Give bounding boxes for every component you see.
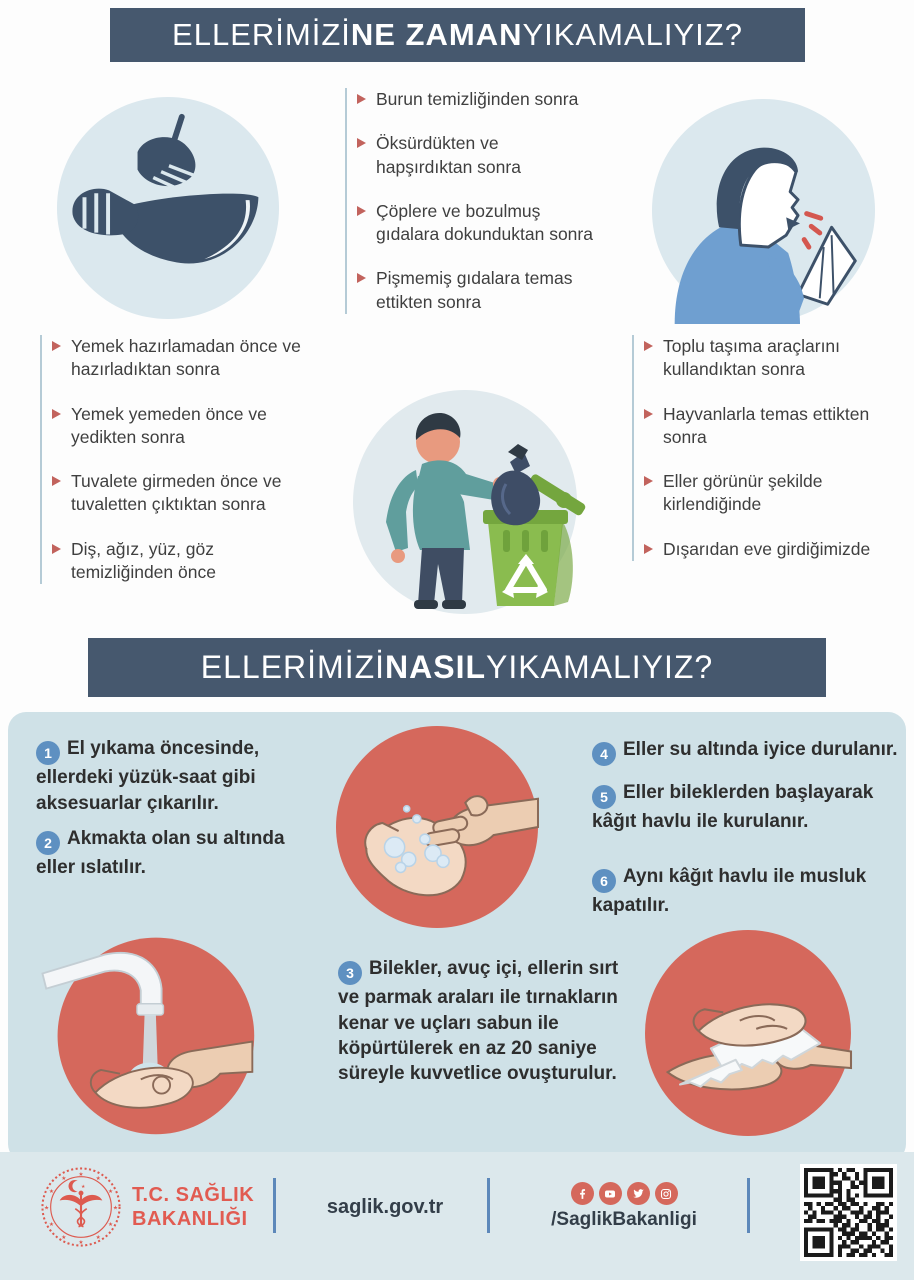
list-item: Yemek yemeden önce ve yedikten sonra xyxy=(42,403,318,450)
list-item: Tuvalete girmeden önce ve tuvaletten çıktıktan sonra xyxy=(42,470,318,517)
footer-divider xyxy=(747,1178,750,1233)
website-url: saglik.gov.tr xyxy=(326,1196,444,1218)
instagram-icon xyxy=(655,1182,678,1205)
step-number-badge: 3 xyxy=(338,961,362,985)
twitter-icon xyxy=(627,1182,650,1205)
cooking-hands-icon xyxy=(55,95,281,321)
qr-code xyxy=(800,1164,897,1261)
title-when-post: YIKAMALIYIZ? xyxy=(522,17,743,52)
title-when-pre: ELLERİMİZİ xyxy=(172,17,351,52)
trash-disposal-icon xyxy=(338,352,588,614)
step-number-badge: 4 xyxy=(592,742,616,766)
step-5 xyxy=(592,780,904,835)
section-title-how xyxy=(88,638,826,697)
paper-towel-icon xyxy=(645,930,851,1136)
step-number-badge: 5 xyxy=(592,785,616,809)
ministry-line1: T.C. SAĞLIK xyxy=(132,1184,255,1206)
social-block xyxy=(516,1182,732,1231)
step-4 xyxy=(592,737,904,766)
facebook-icon xyxy=(571,1182,594,1205)
list-item: Çöplere ve bozulmuş gıdalara dokunduktan sonra xyxy=(347,200,595,247)
svg-text:★: ★ xyxy=(81,1184,86,1191)
svg-text:★: ★ xyxy=(107,1189,114,1196)
svg-text:★: ★ xyxy=(78,1239,84,1246)
list-item: Diş, ağız, yüz, göz temizliğinden önce xyxy=(42,538,318,585)
rinsing-hands-icon xyxy=(50,930,258,1138)
list-item: Burun temizliğinden sonra xyxy=(347,88,595,111)
when-list-middle xyxy=(345,88,595,314)
svg-text:★: ★ xyxy=(48,1189,55,1196)
step-text: Bilekler, avuç içi, ellerin sırt ve parmak araları ile tırnakların kenar ve uçları sabun ile köpürtülerek en az 20 saniye süreyle kuvvetlice ovuşturulur. xyxy=(338,958,619,1085)
when-list-right xyxy=(632,335,910,561)
svg-text:★: ★ xyxy=(112,1205,119,1212)
step-2 xyxy=(36,826,304,881)
social-handle: /SaglikBakanligi xyxy=(551,1209,697,1230)
ministry-line2: BAKANLIĞI xyxy=(132,1207,248,1230)
svg-text:★: ★ xyxy=(61,1175,67,1182)
step-3 xyxy=(338,956,626,1086)
step-text: Eller bileklerden başlayarak kâğıt havlu ile kurulanır. xyxy=(592,782,874,833)
list-item: Yemek hazırlamadan önce ve hazırladıktan sonra xyxy=(42,335,318,382)
step-number-badge: 1 xyxy=(36,741,60,765)
svg-text:★: ★ xyxy=(95,1234,101,1241)
list-item: Öksürdükten ve hapşırdıktan sonra xyxy=(347,132,595,179)
ministry-name xyxy=(132,1184,254,1231)
list-item: Pişmemiş gıdalara temas ettikten sonra xyxy=(347,267,595,314)
svg-text:★: ★ xyxy=(78,1171,84,1178)
title-when-bold: NE ZAMAN xyxy=(350,17,523,52)
step-text: Eller su altında iyice durulanır. xyxy=(623,739,898,760)
ministry-emblem-icon xyxy=(40,1166,122,1248)
when-list-left xyxy=(40,335,318,584)
footer-divider xyxy=(273,1178,276,1233)
section-title-when xyxy=(110,8,805,62)
list-item: Dışarıdan eve girdiğimizde xyxy=(634,538,910,561)
svg-text:★: ★ xyxy=(107,1221,114,1228)
step-number-badge: 2 xyxy=(36,831,60,855)
list-item: Toplu taşıma araçlarını kullandıktan sonra xyxy=(634,335,910,382)
step-text: El yıkama öncesinde, ellerdeki yüzük-saat gibi aksesuarlar çıkarılır. xyxy=(36,738,260,814)
svg-text:★: ★ xyxy=(61,1234,67,1241)
svg-text:★: ★ xyxy=(43,1205,50,1212)
title-how-pre: ELLERİMİZİ xyxy=(200,649,386,685)
youtube-icon xyxy=(599,1182,622,1205)
step-text: Akmakta olan su altında eller ıslatılır. xyxy=(36,828,285,879)
title-how-bold: NASIL xyxy=(385,649,487,685)
list-item: Hayvanlarla temas ettikten sonra xyxy=(634,403,910,450)
step-1 xyxy=(36,736,304,816)
step-text: Aynı kâğıt havlu ile musluk kapatılır. xyxy=(592,866,867,917)
step-number-badge: 6 xyxy=(592,869,616,893)
svg-text:★: ★ xyxy=(95,1175,101,1182)
svg-text:★: ★ xyxy=(48,1221,55,1228)
footer-divider xyxy=(487,1178,490,1233)
soaping-hands-icon xyxy=(336,726,538,928)
list-item: Eller görünür şekilde kirlendiğinde xyxy=(634,470,910,517)
coughing-man-icon xyxy=(650,97,877,324)
step-6 xyxy=(592,864,904,919)
title-how-post: YIKAMALIYIZ? xyxy=(486,649,714,685)
